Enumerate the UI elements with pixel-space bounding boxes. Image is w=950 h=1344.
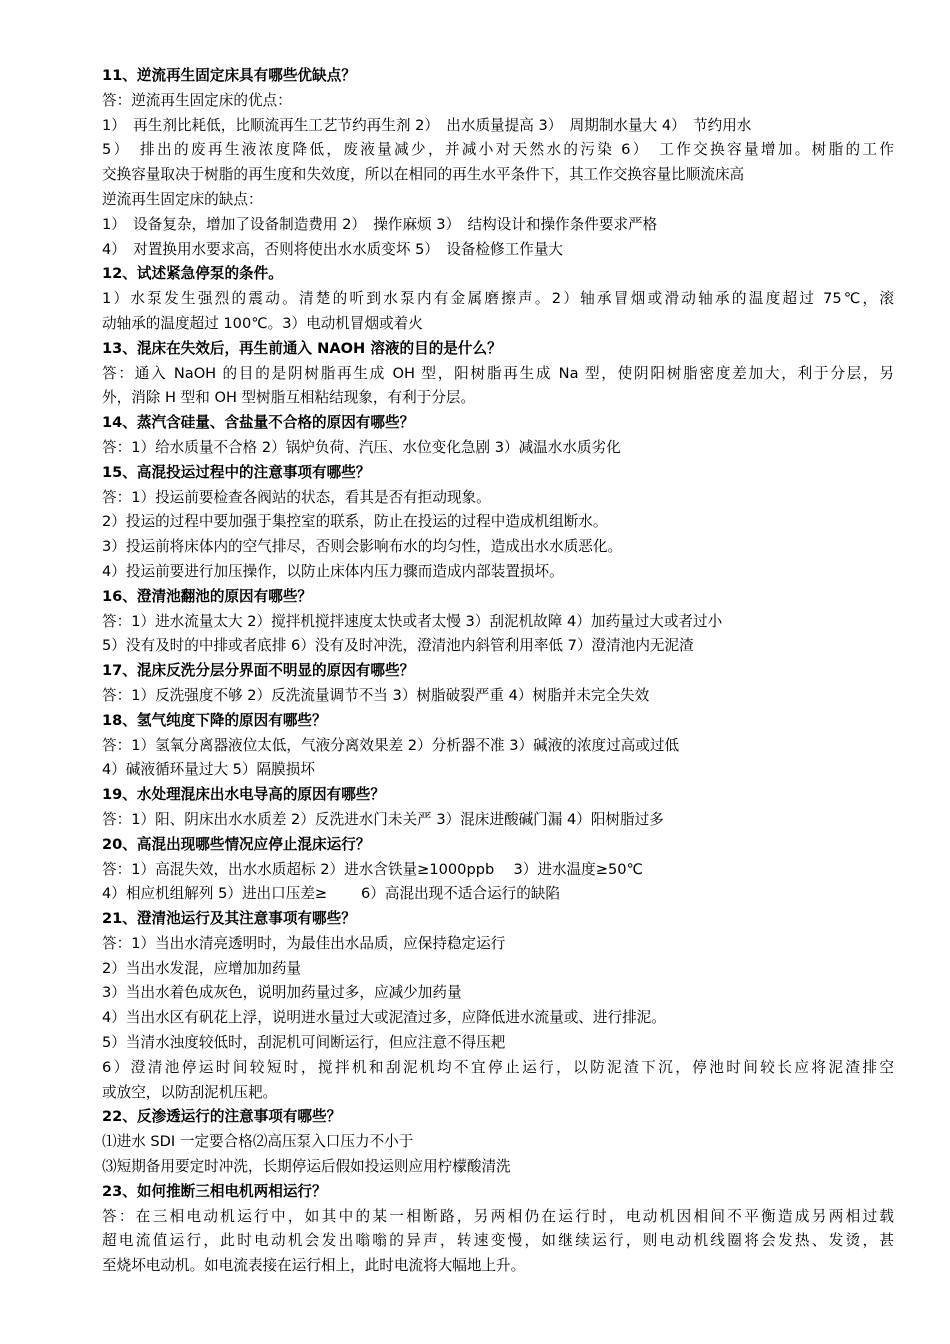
text-line: 答：1）投运前要检查各阀站的状态，看其是否有拒动现象。: [102, 488, 491, 506]
text-line: 3）投运前将床体内的空气排尽，否则会影响布水的均匀性，造成出水水质恶化。: [102, 538, 623, 556]
question-heading: 18、氢气纯度下降的原因有哪些？: [102, 711, 327, 729]
text-line: 5） 排出的废再生液浓度降低，废液量减少，并减小对天然水的污染 6） 工作交换容量增加。树脂的工作: [102, 141, 894, 159]
text-line: 4）当出水区有矾花上浮，说明进水量过大或泥渣过多，应降低进水流量或、进行排泥。: [102, 1009, 666, 1027]
question-heading: 16、澄清池翻池的原因有哪些？: [102, 587, 313, 605]
text-line: 答：逆流再生固定床的优点：: [102, 91, 292, 109]
text-line: 答：通入 NaOH 的目的是阴树脂再生成 OH 型，阳树脂再生成 Na 型，使阴阳树脂密度差加大，利于分层，另: [102, 364, 894, 382]
question-heading: 22、反渗透运行的注意事项有哪些？: [102, 1108, 342, 1126]
question-heading: 15、高混投运过程中的注意事项有哪些？: [102, 463, 371, 481]
question-heading: 20、高混出现哪些情况应停止混床运行？: [102, 835, 371, 853]
text-line: 1） 再生剂比耗低，比顺流再生工艺节约再生剂 2） 出水质量提高 3） 周期制水量大 4） 节约用水: [102, 116, 752, 134]
text-line: 4）碱液循环量过大 5）隔膜损坏: [102, 761, 315, 779]
text-line: 5）没有及时的中排或者底排 6）没有及时冲洗，澄清池内斜管利用率低 7）澄清池内无泥渣: [102, 637, 694, 655]
text-line: 超电流值运行，此时电动机会发出嗡嗡的异声，转速变慢，如继续运行，则电动机线圈将会发热、发烫，甚: [102, 1232, 894, 1250]
text-line: 2）当出水发混，应增加加药量: [102, 959, 302, 977]
text-line: 答：1）给水质量不合格 2）锅炉负荷、汽压、水位变化急剧 3）减温水水质劣化: [102, 438, 621, 456]
text-line: 答：1）阳、阴床出水水质差 2）反洗进水门未关严 3）混床进酸碱门漏 4）阳树脂过多: [102, 810, 664, 828]
text-line: 答：1）进水流量太大 2）搅拌机搅拌速度太快或者太慢 3）刮泥机故障 4）加药量过大或者过小: [102, 612, 723, 630]
question-heading: 19、水处理混床出水电导高的原因有哪些？: [102, 786, 385, 804]
text-line: 4）相应机组解列 5）进出口压差≥ 6）高混出现不适合运行的缺陷: [102, 885, 560, 903]
text-line: 3）当出水着色成灰色，说明加药量过多，应减少加药量: [102, 984, 462, 1002]
text-line: 答：1）高混失效，出水水质超标 2）进水含铁量≥1000ppb 3）进水温度≥50℃: [102, 860, 643, 878]
text-line: 或放空，以防刮泥机压耙。: [102, 1083, 278, 1101]
text-line: 1）水泵发生强烈的震动。清楚的听到水泵内有金属磨擦声。2）轴承冒烟或滑动轴承的温度超过 75℃，滚: [102, 290, 894, 308]
text-line: 交换容量取决于树脂的再生度和失效度，所以在相同的再生水平条件下，其工作交换容量比顺流床高: [102, 166, 745, 184]
question-heading: 12、试述紧急停泵的条件。: [102, 265, 283, 283]
text-line: 外，消除 H 型和 OH 型树脂互相粘结现象，有利于分层。: [102, 389, 476, 407]
text-line: 1） 设备复杂，增加了设备制造费用 2） 操作麻烦 3） 结构设计和操作条件要求严格: [102, 215, 658, 233]
question-heading: 17、混床反洗分层分界面不明显的原因有哪些？: [102, 662, 415, 680]
text-line: 2）投运的过程中要加强于集控室的联系，防止在投运的过程中造成机组断水。: [102, 513, 608, 531]
text-line: 答：在三相电动机运行中，如其中的某一相断路，另两相仍在运行时，电动机因相间不平衡造成另两相过载: [102, 1207, 894, 1225]
text-line: 4） 对置换用水要求高，否则将使出水水质变坏 5） 设备检修工作量大: [102, 240, 564, 258]
text-line: ⑴进水 SDI 一定要合格⑵高压泵入口压力不小于: [102, 1133, 414, 1151]
text-line: 至烧坏电动机。如电流表接在运行相上，此时电流将大幅地上升。: [102, 1257, 526, 1275]
text-line: 答：1）反洗强度不够 2）反洗流量调节不当 3）树脂破裂严重 4）树脂并未完全失效: [102, 686, 650, 704]
text-line: 答：1）当出水清亮透明时，为最佳出水品质，应保持稳定运行: [102, 934, 506, 952]
question-heading: 11、逆流再生固定床具有哪些优缺点？: [102, 67, 356, 84]
question-heading: 21、澄清池运行及其注意事项有哪些？: [102, 910, 356, 928]
document-page: [102, 64, 894, 1279]
text-line: 4）投运前要进行加压操作，以防止床体内压力骤而造成内部装置损坏。: [102, 562, 564, 580]
text-line: 答：1）氢氧分离器液位太低，气液分离效果差 2）分析器不准 3）碱液的浓度过高或过低: [102, 736, 680, 754]
text-line: 动轴承的温度超过 100℃。3）电动机冒烟或着火: [102, 314, 423, 332]
question-heading: 14、蒸汽含硅量、含盐量不合格的原因有哪些？: [102, 414, 415, 432]
text-line: 5）当清水浊度较低时，刮泥机可间断运行，但应注意不得压耙: [102, 1034, 506, 1052]
question-heading: 13、混床在失效后，再生前通入 NAOH 溶液的目的是什么？: [102, 339, 502, 357]
text-line: 逆流再生固定床的缺点：: [102, 190, 263, 208]
question-heading: 23、如何推断三相电机两相运行？: [102, 1182, 327, 1200]
text-line: ⑶短期备用要定时冲洗，长期停运后假如投运则应用柠檬酸清洗: [102, 1158, 511, 1176]
text-line: 6）澄清池停运时间较短时，搅拌机和刮泥机均不宜停止运行，以防泥渣下沉，停池时间较长应将泥渣排空: [102, 1058, 894, 1076]
